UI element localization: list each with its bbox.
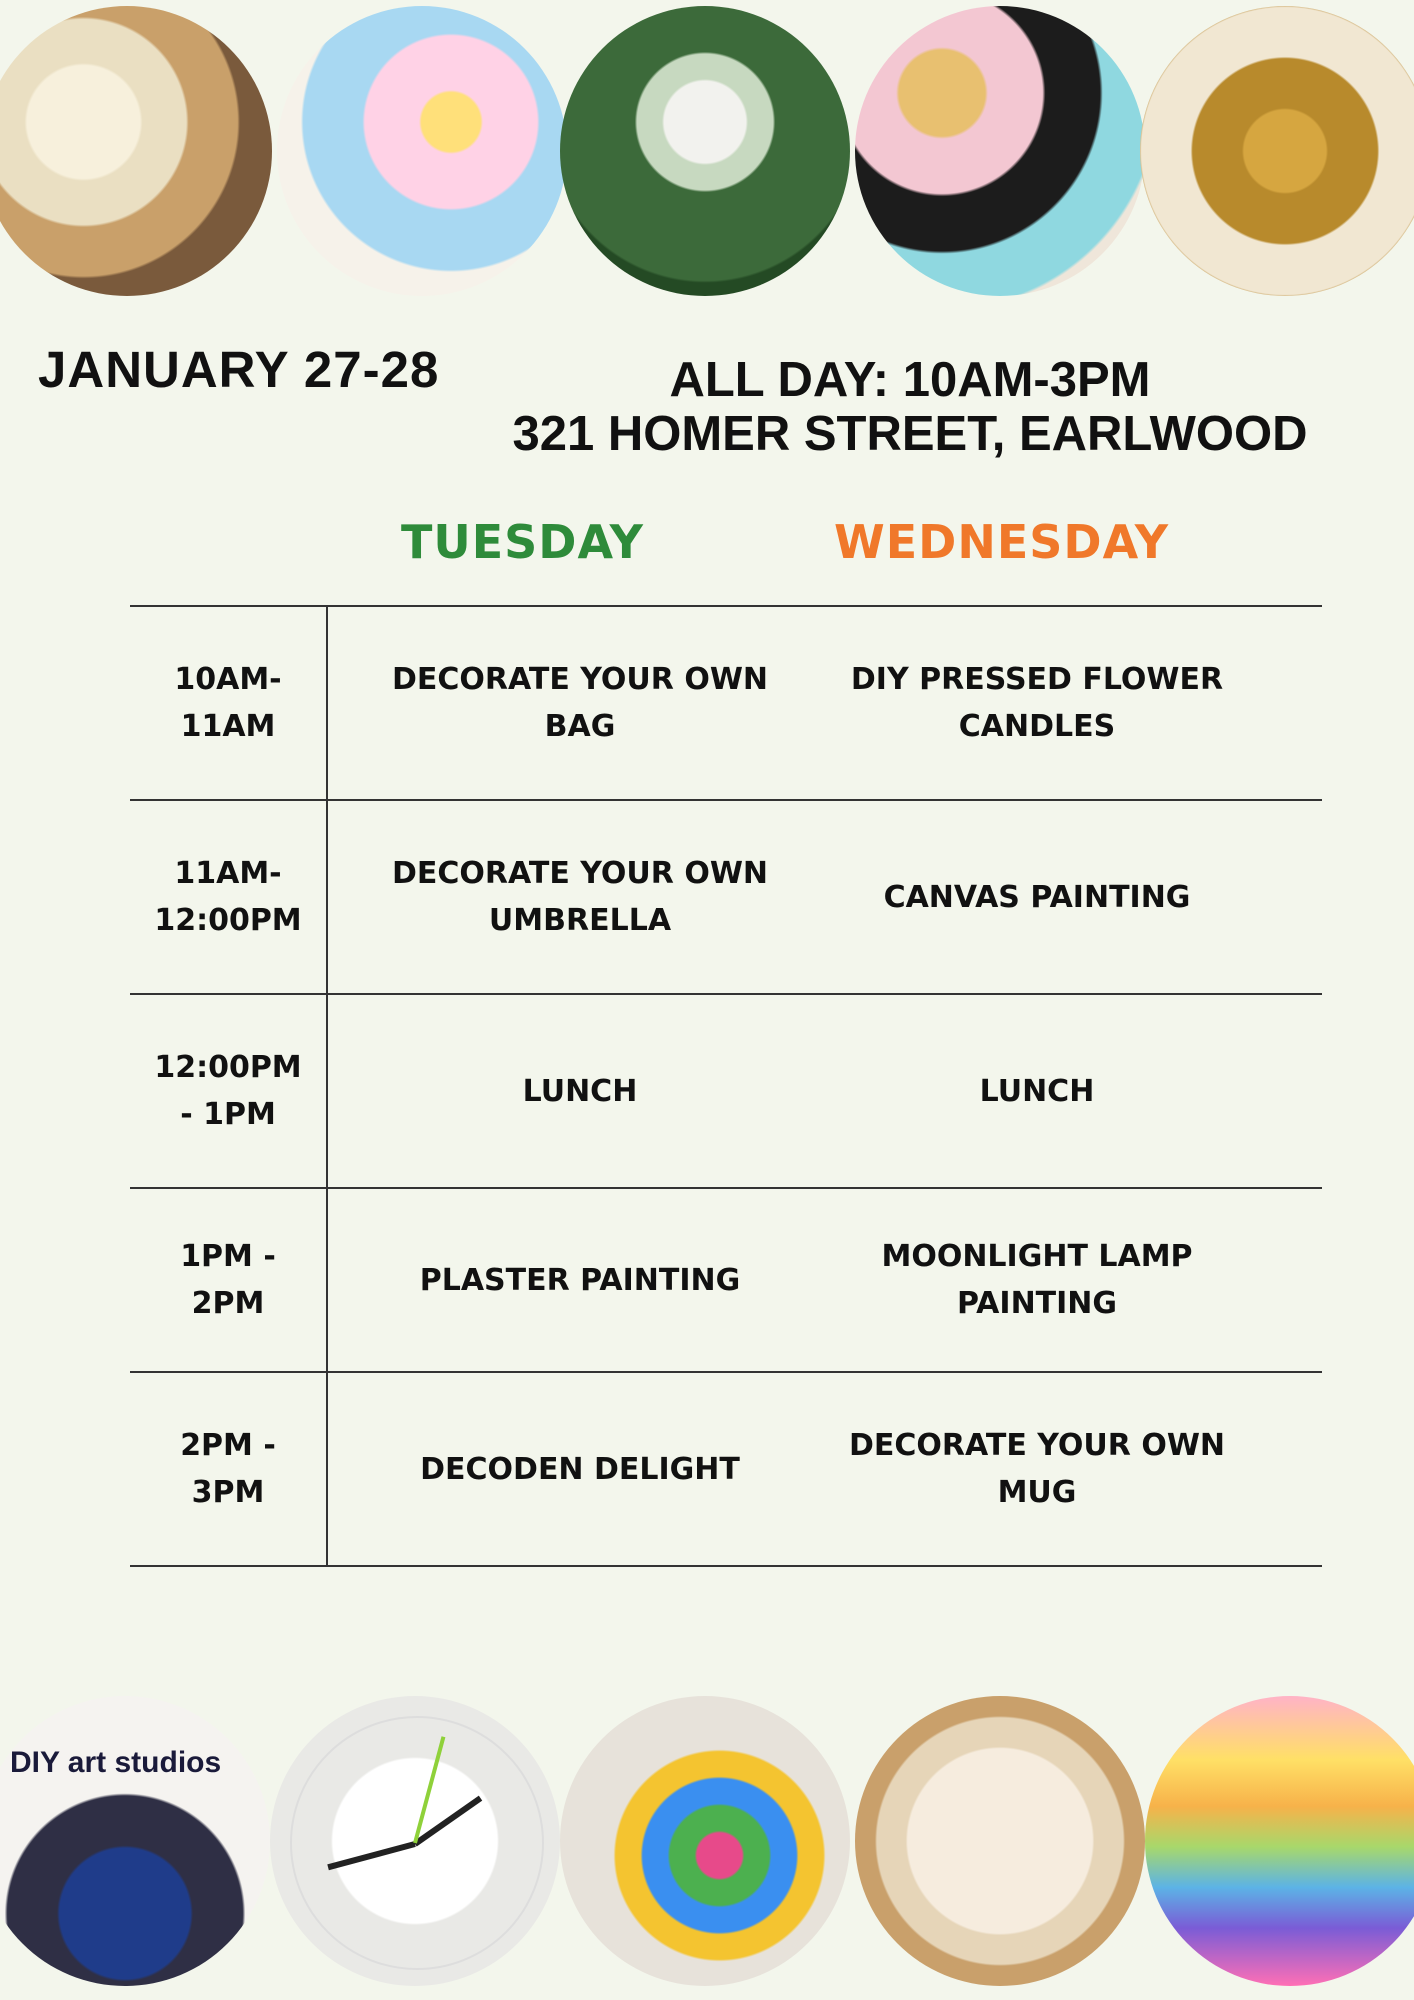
event-date: JANUARY 27-28 bbox=[38, 341, 440, 398]
time-slot: 12:00PM - 1PM bbox=[154, 1050, 302, 1132]
time-slot: 1PM - 2PM bbox=[180, 1239, 276, 1321]
watercolor-palette-photo bbox=[560, 1696, 850, 1986]
event-hours: ALL DAY: 10AM-3PM bbox=[669, 353, 1151, 407]
charm-bracelets-photo bbox=[1140, 6, 1414, 296]
resin-jewelry-photo bbox=[855, 6, 1145, 296]
tuesday-activity: DECORATE YOUR OWN BAG bbox=[391, 662, 769, 744]
day-heading-wednesday: WEDNESDAY bbox=[834, 515, 1170, 569]
wednesday-activity: DIY PRESSED FLOWER CANDLES bbox=[850, 662, 1224, 744]
wednesday-activity: LUNCH bbox=[979, 1073, 1095, 1109]
rainbow-watercolor-photo bbox=[1145, 1696, 1414, 1986]
day-heading-tuesday: TUESDAY bbox=[401, 515, 644, 569]
time-slot: 11AM- 12:00PM bbox=[154, 856, 302, 938]
studio-sign-text: DIY art studios bbox=[10, 1746, 222, 1779]
schedule-row bbox=[130, 993, 1322, 1187]
schedule-row bbox=[130, 1371, 1322, 1567]
schedule-table bbox=[130, 605, 1322, 1567]
tuesday-activity: DECORATE YOUR OWN UMBRELLA bbox=[391, 856, 769, 938]
tuesday-activity: PLASTER PAINTING bbox=[419, 1262, 741, 1298]
schedule-row bbox=[130, 605, 1322, 799]
wednesday-activity: MOONLIGHT LAMP PAINTING bbox=[881, 1239, 1193, 1321]
art-studio-group-photo bbox=[0, 1696, 270, 1986]
embroidery-photo bbox=[855, 1696, 1145, 1986]
tuesday-activity: LUNCH bbox=[522, 1073, 638, 1109]
schedule-row bbox=[130, 799, 1322, 993]
wednesday-activity: DECORATE YOUR OWN MUG bbox=[848, 1428, 1226, 1510]
wednesday-activity: CANVAS PAINTING bbox=[883, 879, 1191, 915]
top-photo-row bbox=[0, 6, 1414, 306]
bottom-photo-row bbox=[0, 1696, 1414, 1996]
plaster-frames-photo bbox=[560, 6, 850, 296]
event-address: 321 HOMER STREET, EARLWOOD bbox=[512, 407, 1308, 461]
time-slot: 2PM - 3PM bbox=[180, 1428, 276, 1510]
schedule-row bbox=[130, 1187, 1322, 1371]
event-hours-address bbox=[500, 353, 1320, 461]
decoden-photo bbox=[277, 6, 567, 296]
clock-photo bbox=[270, 1696, 560, 1986]
candles-photo bbox=[0, 6, 272, 296]
time-slot: 10AM- 11AM bbox=[174, 662, 282, 744]
tuesday-activity: DECODEN DELIGHT bbox=[420, 1451, 740, 1487]
